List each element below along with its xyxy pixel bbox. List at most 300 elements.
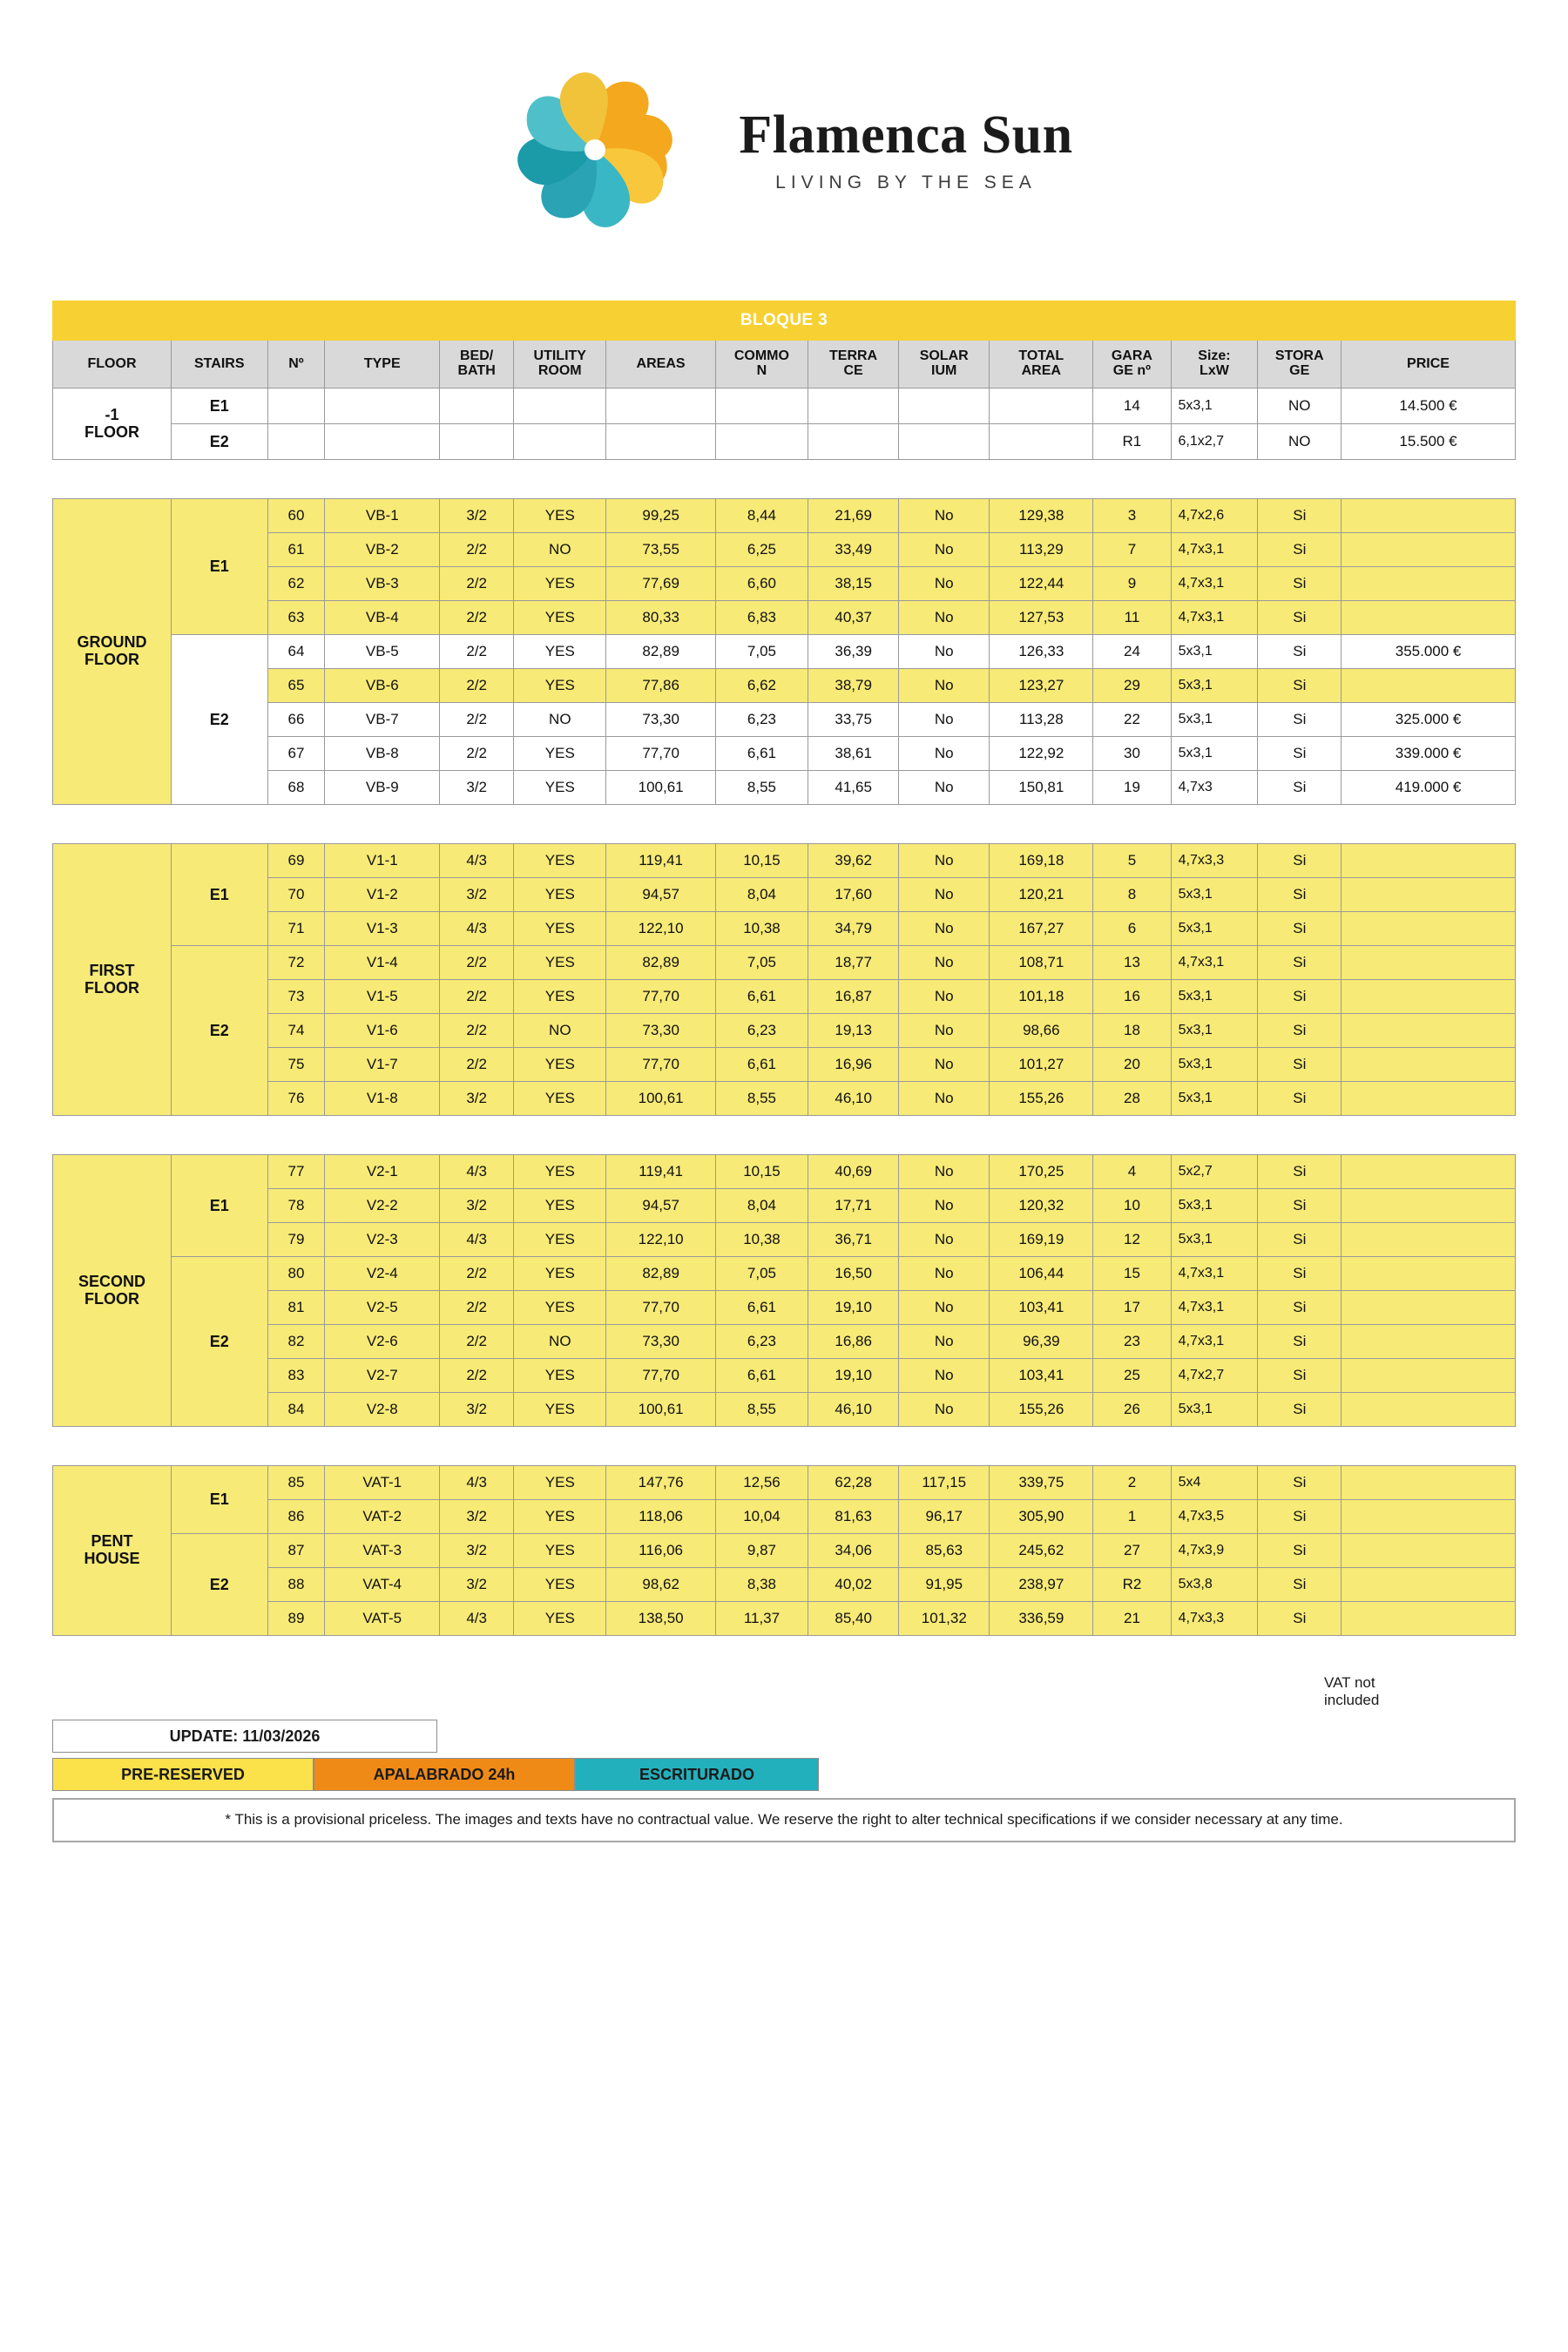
- areas-cell: 77,86: [606, 669, 715, 703]
- common-cell: 7,05: [715, 635, 808, 669]
- type-cell: VB-4: [325, 601, 440, 635]
- num-cell: 67: [267, 737, 325, 771]
- areas-cell: 82,89: [606, 946, 715, 980]
- common-cell: 6,61: [715, 1048, 808, 1082]
- areas-cell: 73,55: [606, 533, 715, 567]
- price-cell: [1342, 669, 1516, 703]
- floor-block-table: [52, 498, 1516, 805]
- common-cell: 12,56: [715, 1466, 808, 1500]
- terrace-cell: 16,87: [808, 980, 899, 1014]
- bedbath-cell: 4/3: [440, 1155, 514, 1189]
- num-cell: 62: [267, 567, 325, 601]
- price-cell: [1342, 1359, 1516, 1393]
- solarium-cell: No: [899, 1189, 990, 1223]
- garage-cell: 22: [1093, 703, 1171, 737]
- price-cell: [1342, 1500, 1516, 1534]
- garage-cell: 18: [1093, 1014, 1171, 1048]
- areas-cell: 77,69: [606, 567, 715, 601]
- col-storage: STORA GE: [1258, 341, 1342, 389]
- terrace-cell: 36,39: [808, 635, 899, 669]
- garage-cell: 7: [1093, 533, 1171, 567]
- storage-cell: Si: [1258, 533, 1342, 567]
- total-area-cell: 339,75: [990, 1466, 1093, 1500]
- storage-cell: Si: [1258, 1291, 1342, 1325]
- floor-label-1: FIRST FLOOR: [53, 844, 172, 1116]
- bedbath-cell: 2/2: [440, 980, 514, 1014]
- stairs-cell: E2: [172, 635, 268, 805]
- solarium-cell: No: [899, 1223, 990, 1257]
- num-cell: 79: [267, 1223, 325, 1257]
- size-cell: 4,7x2,6: [1171, 499, 1258, 533]
- table-row: [53, 771, 1516, 805]
- size-cell: 5x3,1: [1171, 635, 1258, 669]
- common-cell: 10,15: [715, 1155, 808, 1189]
- price-cell: 325.000 €: [1342, 703, 1516, 737]
- common-cell: 6,60: [715, 567, 808, 601]
- price-cell: 15.500 €: [1342, 424, 1516, 460]
- storage-cell: Si: [1258, 1257, 1342, 1291]
- storage-cell: Si: [1258, 601, 1342, 635]
- areas-cell: 138,50: [606, 1602, 715, 1636]
- type-cell: VB-6: [325, 669, 440, 703]
- garage-cell: 29: [1093, 669, 1171, 703]
- type-cell: VAT-5: [325, 1602, 440, 1636]
- terrace-cell: 16,86: [808, 1325, 899, 1359]
- price-cell: [1342, 980, 1516, 1014]
- areas-cell: 94,57: [606, 1189, 715, 1223]
- garage-cell: 10: [1093, 1189, 1171, 1223]
- common-cell: 8,55: [715, 1082, 808, 1116]
- bloque-title: BLOQUE 3: [53, 301, 1516, 341]
- terrace-cell: [808, 389, 899, 424]
- col-total-area: TOTAL AREA: [990, 341, 1093, 389]
- solarium-cell: No: [899, 635, 990, 669]
- total-area-cell: 98,66: [990, 1014, 1093, 1048]
- table-row: [53, 1223, 1516, 1257]
- garage-cell: 19: [1093, 771, 1171, 805]
- num-cell: 63: [267, 601, 325, 635]
- price-cell: [1342, 1534, 1516, 1568]
- table-row: [53, 1048, 1516, 1082]
- terrace-cell: 85,40: [808, 1602, 899, 1636]
- solarium-cell: No: [899, 844, 990, 878]
- floor-block-table: [52, 843, 1516, 1116]
- table-row: [53, 1568, 1516, 1602]
- bedbath-cell: 2/2: [440, 1014, 514, 1048]
- bedbath-cell: 2/2: [440, 1257, 514, 1291]
- col-price: PRICE: [1342, 341, 1516, 389]
- utility-cell: YES: [514, 1048, 606, 1082]
- terrace-cell: 16,50: [808, 1257, 899, 1291]
- col-utility: UTILITY ROOM: [514, 341, 606, 389]
- total-area-cell: 123,27: [990, 669, 1093, 703]
- type-cell: VB-8: [325, 737, 440, 771]
- areas-cell: [606, 424, 715, 460]
- size-cell: 4,7x3,5: [1171, 1500, 1258, 1534]
- bedbath-cell: 2/2: [440, 635, 514, 669]
- garage-cell: 21: [1093, 1602, 1171, 1636]
- total-area-cell: 120,32: [990, 1189, 1093, 1223]
- floor-label-2: SECOND FLOOR: [53, 1155, 172, 1427]
- areas-cell: 98,62: [606, 1568, 715, 1602]
- num-cell: [267, 389, 325, 424]
- price-cell: 419.000 €: [1342, 771, 1516, 805]
- type-cell: VB-7: [325, 703, 440, 737]
- price-cell: [1342, 1466, 1516, 1500]
- terrace-cell: 40,37: [808, 601, 899, 635]
- areas-cell: 100,61: [606, 1393, 715, 1427]
- terrace-cell: 34,06: [808, 1534, 899, 1568]
- utility-cell: YES: [514, 737, 606, 771]
- bedbath-cell: 3/2: [440, 499, 514, 533]
- terrace-cell: 62,28: [808, 1466, 899, 1500]
- common-cell: 7,05: [715, 1257, 808, 1291]
- solarium-cell: No: [899, 1082, 990, 1116]
- total-area-cell: 155,26: [990, 1082, 1093, 1116]
- garage-cell: 15: [1093, 1257, 1171, 1291]
- solarium-cell: No: [899, 980, 990, 1014]
- areas-cell: 119,41: [606, 1155, 715, 1189]
- size-cell: 4,7x3,9: [1171, 1534, 1258, 1568]
- size-cell: 4,7x3,1: [1171, 1325, 1258, 1359]
- areas-cell: 82,89: [606, 1257, 715, 1291]
- table-row: [53, 567, 1516, 601]
- common-cell: 8,55: [715, 771, 808, 805]
- bedbath-cell: 3/2: [440, 1500, 514, 1534]
- utility-cell: [514, 424, 606, 460]
- size-cell: 5x3,1: [1171, 1189, 1258, 1223]
- size-cell: 4,7x3,3: [1171, 844, 1258, 878]
- areas-cell: 118,06: [606, 1500, 715, 1534]
- type-cell: [325, 389, 440, 424]
- areas-cell: 73,30: [606, 1014, 715, 1048]
- utility-cell: YES: [514, 1393, 606, 1427]
- common-cell: 8,55: [715, 1393, 808, 1427]
- storage-cell: Si: [1258, 1466, 1342, 1500]
- common-cell: 6,61: [715, 980, 808, 1014]
- price-cell: [1342, 499, 1516, 533]
- bedbath-cell: 3/2: [440, 1534, 514, 1568]
- utility-cell: [514, 389, 606, 424]
- garage-cell: 5: [1093, 844, 1171, 878]
- table-row: [53, 424, 1516, 460]
- table-row: [53, 1189, 1516, 1223]
- table-row: [53, 878, 1516, 912]
- table-row: [53, 1500, 1516, 1534]
- document-header: [52, 0, 1516, 301]
- price-cell: [1342, 1257, 1516, 1291]
- table-row: [53, 1534, 1516, 1568]
- table-row: [53, 1466, 1516, 1500]
- num-cell: 88: [267, 1568, 325, 1602]
- table-row: [53, 737, 1516, 771]
- total-area-cell: 122,44: [990, 567, 1093, 601]
- solarium-cell: No: [899, 912, 990, 946]
- stairs-cell: E1: [172, 389, 268, 424]
- table-row: [53, 1325, 1516, 1359]
- garage-cell: 12: [1093, 1223, 1171, 1257]
- col-terrace: TERRA CE: [808, 341, 899, 389]
- floor-block-table: [52, 1154, 1516, 1427]
- solarium-cell: No: [899, 601, 990, 635]
- price-cell: [1342, 946, 1516, 980]
- size-cell: 5x4: [1171, 1466, 1258, 1500]
- type-cell: V2-4: [325, 1257, 440, 1291]
- common-cell: 7,05: [715, 946, 808, 980]
- storage-cell: Si: [1258, 771, 1342, 805]
- num-cell: 89: [267, 1602, 325, 1636]
- areas-cell: 94,57: [606, 878, 715, 912]
- type-cell: V1-5: [325, 980, 440, 1014]
- areas-cell: 100,61: [606, 1082, 715, 1116]
- col-floor: FLOOR: [53, 341, 172, 389]
- table-row: [53, 946, 1516, 980]
- table-row: [53, 912, 1516, 946]
- type-cell: V1-1: [325, 844, 440, 878]
- garage-cell: 26: [1093, 1393, 1171, 1427]
- size-cell: 4,7x2,7: [1171, 1359, 1258, 1393]
- size-cell: 6,1x2,7: [1171, 424, 1258, 460]
- garage-cell: 2: [1093, 1466, 1171, 1500]
- terrace-cell: 41,65: [808, 771, 899, 805]
- utility-cell: YES: [514, 601, 606, 635]
- bedbath-cell: 3/2: [440, 1082, 514, 1116]
- num-cell: 69: [267, 844, 325, 878]
- common-cell: 6,61: [715, 1291, 808, 1325]
- common-cell: 6,62: [715, 669, 808, 703]
- storage-cell: Si: [1258, 1082, 1342, 1116]
- storage-cell: Si: [1258, 737, 1342, 771]
- bedbath-cell: 3/2: [440, 1393, 514, 1427]
- bedbath-cell: [440, 389, 514, 424]
- storage-cell: Si: [1258, 946, 1342, 980]
- price-cell: [1342, 1325, 1516, 1359]
- col-num: Nº: [267, 341, 325, 389]
- total-area-cell: 170,25: [990, 1155, 1093, 1189]
- solarium-cell: 101,32: [899, 1602, 990, 1636]
- col-stairs: STAIRS: [172, 341, 268, 389]
- storage-cell: Si: [1258, 1500, 1342, 1534]
- utility-cell: YES: [514, 669, 606, 703]
- stairs-cell: E1: [172, 1155, 268, 1257]
- storage-cell: Si: [1258, 912, 1342, 946]
- legend-apalabrado: APALABRADO 24h: [314, 1758, 575, 1791]
- storage-cell: Si: [1258, 1393, 1342, 1427]
- garage-cell: 11: [1093, 601, 1171, 635]
- terrace-cell: 34,79: [808, 912, 899, 946]
- areas-cell: 73,30: [606, 1325, 715, 1359]
- type-cell: VB-9: [325, 771, 440, 805]
- garage-cell: 24: [1093, 635, 1171, 669]
- vat-note-wrap: [52, 1674, 1516, 1708]
- storage-cell: Si: [1258, 980, 1342, 1014]
- total-area-cell: 103,41: [990, 1291, 1093, 1325]
- total-area-cell: 127,53: [990, 601, 1093, 635]
- stairs-cell: E2: [172, 1534, 268, 1636]
- price-cell: [1342, 1048, 1516, 1082]
- common-cell: 8,38: [715, 1568, 808, 1602]
- areas-cell: [606, 389, 715, 424]
- bedbath-cell: 4/3: [440, 1602, 514, 1636]
- size-cell: 4,7x3,1: [1171, 567, 1258, 601]
- garage-cell: 16: [1093, 980, 1171, 1014]
- areas-cell: 77,70: [606, 1359, 715, 1393]
- common-cell: 6,23: [715, 703, 808, 737]
- common-cell: 8,44: [715, 499, 808, 533]
- utility-cell: YES: [514, 844, 606, 878]
- storage-cell: Si: [1258, 878, 1342, 912]
- garage-cell: 25: [1093, 1359, 1171, 1393]
- table-row: [53, 703, 1516, 737]
- stairs-cell: E2: [172, 1257, 268, 1427]
- size-cell: 4,7x3: [1171, 771, 1258, 805]
- storage-cell: Si: [1258, 703, 1342, 737]
- bedbath-cell: 2/2: [440, 533, 514, 567]
- solarium-cell: No: [899, 771, 990, 805]
- solarium-cell: 91,95: [899, 1568, 990, 1602]
- storage-cell: NO: [1258, 424, 1342, 460]
- utility-cell: YES: [514, 1534, 606, 1568]
- price-cell: [1342, 912, 1516, 946]
- floor-blocks: [52, 498, 1516, 1674]
- type-cell: V1-3: [325, 912, 440, 946]
- size-cell: 4,7x3,1: [1171, 1291, 1258, 1325]
- utility-cell: YES: [514, 1500, 606, 1534]
- size-cell: 5x3,1: [1171, 1393, 1258, 1427]
- size-cell: 4,7x3,3: [1171, 1602, 1258, 1636]
- num-cell: 72: [267, 946, 325, 980]
- total-area-cell: 106,44: [990, 1257, 1093, 1291]
- storage-cell: Si: [1258, 1048, 1342, 1082]
- common-cell: 10,38: [715, 912, 808, 946]
- size-cell: 5x3,1: [1171, 912, 1258, 946]
- bedbath-cell: 4/3: [440, 912, 514, 946]
- utility-cell: YES: [514, 946, 606, 980]
- storage-cell: Si: [1258, 1189, 1342, 1223]
- total-area-cell: 108,71: [990, 946, 1093, 980]
- table-row: [53, 533, 1516, 567]
- utility-cell: YES: [514, 1568, 606, 1602]
- table-row: [53, 1602, 1516, 1636]
- solarium-cell: [899, 424, 990, 460]
- bedbath-cell: 3/2: [440, 1568, 514, 1602]
- total-area-cell: 245,62: [990, 1534, 1093, 1568]
- table-row: [53, 1014, 1516, 1048]
- common-cell: 10,15: [715, 844, 808, 878]
- num-cell: 83: [267, 1359, 325, 1393]
- price-cell: [1342, 844, 1516, 878]
- common-cell: 6,83: [715, 601, 808, 635]
- bedbath-cell: 2/2: [440, 946, 514, 980]
- garage-cell: 9: [1093, 567, 1171, 601]
- size-cell: 5x3,1: [1171, 1014, 1258, 1048]
- table-row: [53, 1393, 1516, 1427]
- utility-cell: NO: [514, 703, 606, 737]
- common-cell: 10,04: [715, 1500, 808, 1534]
- total-area-cell: 126,33: [990, 635, 1093, 669]
- num-cell: 70: [267, 878, 325, 912]
- garage-cell: R2: [1093, 1568, 1171, 1602]
- type-cell: V2-6: [325, 1325, 440, 1359]
- floor-label-0: GROUND FLOOR: [53, 499, 172, 805]
- utility-cell: YES: [514, 771, 606, 805]
- terrace-cell: 46,10: [808, 1393, 899, 1427]
- stairs-cell: E1: [172, 499, 268, 635]
- legend-pre-reserved: PRE-RESERVED: [52, 1758, 314, 1791]
- total-area-cell: 305,90: [990, 1500, 1093, 1534]
- floor-label-basement: -1 FLOOR: [53, 389, 172, 460]
- brand-name: Flamenca Sun: [739, 105, 1073, 165]
- common-cell: 6,25: [715, 533, 808, 567]
- size-cell: 5x3,8: [1171, 1568, 1258, 1602]
- type-cell: [325, 424, 440, 460]
- storage-cell: Si: [1258, 669, 1342, 703]
- col-garage: GARA GE nº: [1093, 341, 1171, 389]
- brand-tagline: LIVING BY THE SEA: [775, 172, 1037, 193]
- price-cell: [1342, 1189, 1516, 1223]
- terrace-cell: 38,79: [808, 669, 899, 703]
- size-cell: 5x3,1: [1171, 703, 1258, 737]
- storage-cell: Si: [1258, 1223, 1342, 1257]
- areas-cell: 99,25: [606, 499, 715, 533]
- total-area-cell: 167,27: [990, 912, 1093, 946]
- storage-cell: Si: [1258, 1359, 1342, 1393]
- bloque-title-row: [53, 301, 1516, 341]
- common-cell: 6,23: [715, 1014, 808, 1048]
- size-cell: 5x3,1: [1171, 389, 1258, 424]
- areas-cell: 122,10: [606, 912, 715, 946]
- terrace-cell: [808, 424, 899, 460]
- terrace-cell: 46,10: [808, 1082, 899, 1116]
- type-cell: V1-8: [325, 1082, 440, 1116]
- type-cell: V1-6: [325, 1014, 440, 1048]
- terrace-cell: 36,71: [808, 1223, 899, 1257]
- garage-cell: 4: [1093, 1155, 1171, 1189]
- type-cell: VAT-3: [325, 1534, 440, 1568]
- solarium-cell: No: [899, 1359, 990, 1393]
- num-cell: 78: [267, 1189, 325, 1223]
- table-row: [53, 1257, 1516, 1291]
- num-cell: 76: [267, 1082, 325, 1116]
- stairs-cell: E2: [172, 424, 268, 460]
- update-date: UPDATE: 11/03/2026: [52, 1720, 437, 1753]
- common-cell: 10,38: [715, 1223, 808, 1257]
- total-area-cell: 169,19: [990, 1223, 1093, 1257]
- total-area-cell: 120,21: [990, 878, 1093, 912]
- garage-cell: 1: [1093, 1500, 1171, 1534]
- utility-cell: YES: [514, 912, 606, 946]
- terrace-cell: 16,96: [808, 1048, 899, 1082]
- bedbath-cell: 2/2: [440, 601, 514, 635]
- utility-cell: YES: [514, 635, 606, 669]
- total-area-cell: 155,26: [990, 1393, 1093, 1427]
- total-area-cell: 101,18: [990, 980, 1093, 1014]
- utility-cell: YES: [514, 1466, 606, 1500]
- solarium-cell: No: [899, 703, 990, 737]
- stairs-cell: E1: [172, 1466, 268, 1534]
- bedbath-cell: 2/2: [440, 1359, 514, 1393]
- size-cell: 4,7x3,1: [1171, 1257, 1258, 1291]
- solarium-cell: No: [899, 1393, 990, 1427]
- terrace-cell: 39,62: [808, 844, 899, 878]
- areas-cell: 119,41: [606, 844, 715, 878]
- total-area-cell: [990, 424, 1093, 460]
- solarium-cell: No: [899, 1155, 990, 1189]
- terrace-cell: 19,10: [808, 1291, 899, 1325]
- total-area-cell: 129,38: [990, 499, 1093, 533]
- size-cell: 5x3,1: [1171, 1082, 1258, 1116]
- total-area-cell: 101,27: [990, 1048, 1093, 1082]
